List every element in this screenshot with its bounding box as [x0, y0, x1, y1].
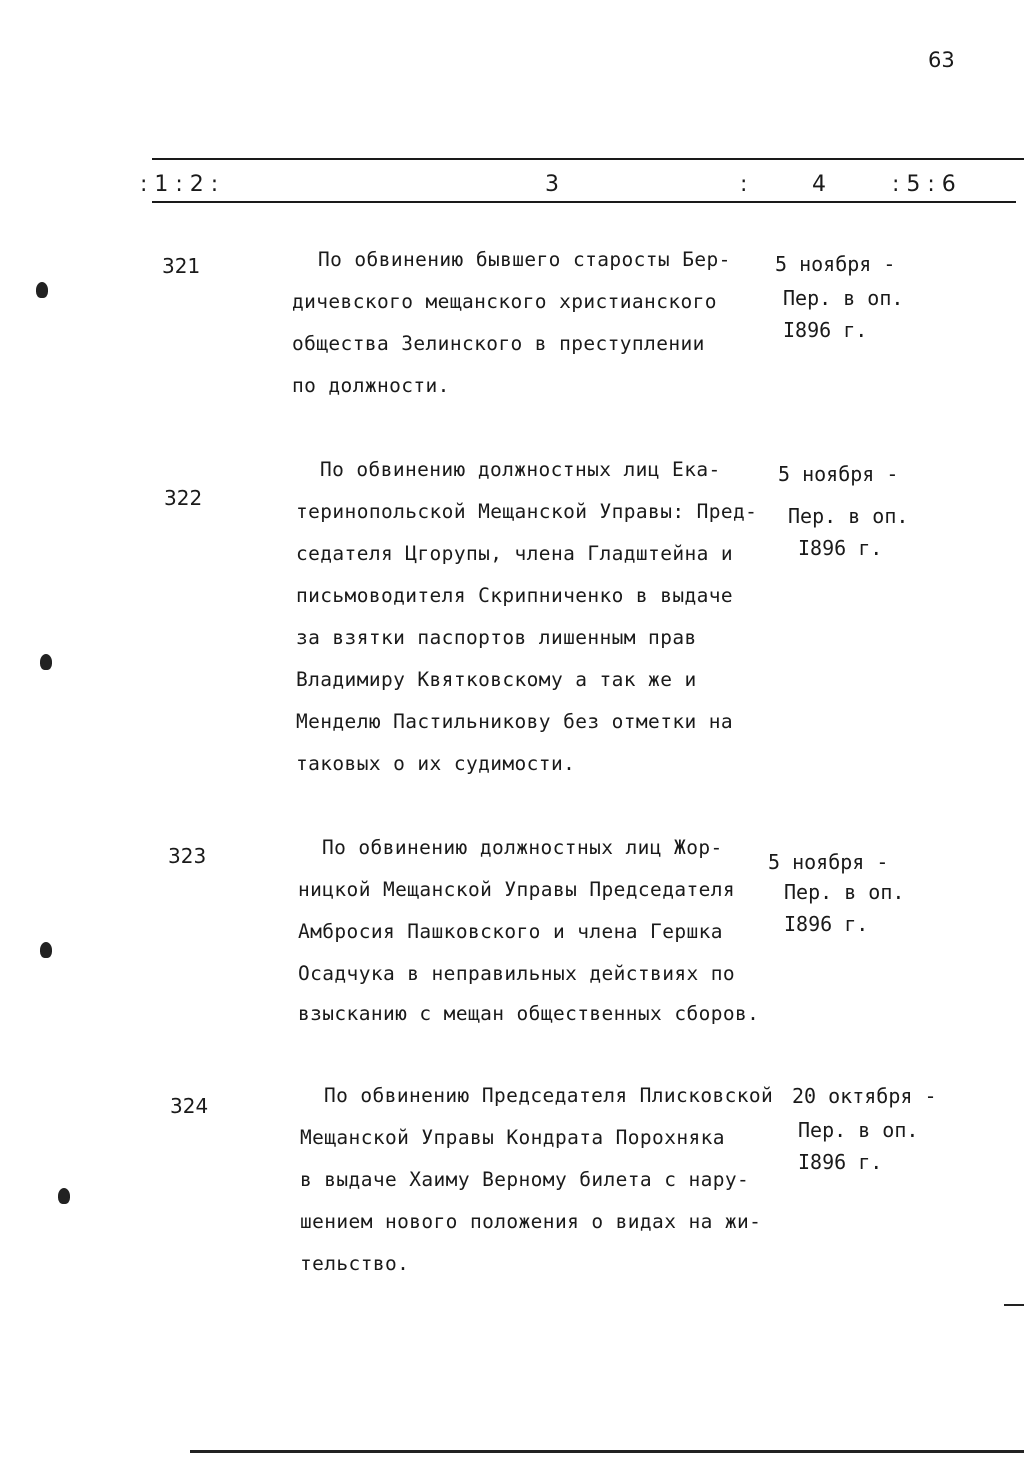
record-text-line: ницкой Мещанской Управы Председателя — [298, 878, 736, 901]
header-sep-4: : — [740, 172, 748, 197]
page-number: 63 — [928, 48, 955, 72]
header-col-1-2: : 1 : 2 : — [140, 172, 219, 197]
record-text-line: за взятки паспортов лишенным прав — [296, 626, 697, 649]
record-text-line: По обвинению Председателя Плисковской — [324, 1084, 774, 1107]
record-date-line: I896 г. — [783, 318, 868, 342]
header-col-5-6: : 5 : 6 — [892, 172, 956, 197]
record-text-line: Амбросия Пашковского и члена Гершка — [298, 920, 723, 943]
binding-hole-mark — [36, 282, 48, 298]
header-rule-top — [152, 158, 1024, 160]
record-date-line: I896 г. — [798, 1150, 883, 1174]
record-date-line: 20 октября - — [792, 1084, 937, 1108]
record-text-line: тельство. — [300, 1252, 410, 1275]
record-number: 322 — [164, 486, 203, 510]
binding-hole-mark — [40, 654, 52, 670]
record-text-line: по должности. — [292, 374, 450, 397]
record-date-line: 5 ноября - — [775, 252, 896, 276]
record-text-line: седателя Цгорупы, члена Гладштейна и — [296, 542, 734, 565]
header-rule-bottom — [152, 201, 1016, 203]
binding-hole-mark — [58, 1188, 70, 1204]
header-col-3: 3 — [545, 172, 559, 197]
record-date-line: 5 ноября - — [768, 850, 889, 874]
record-date-line: 5 ноября - — [778, 462, 899, 486]
page-bottom-edge — [190, 1450, 1024, 1453]
record-text-line: Владимиру Квятковскому а так же и — [296, 668, 697, 691]
record-text-line: в выдаче Хаиму Верному билета с нару- — [300, 1168, 750, 1191]
record-text-line: По обвинению должностных лиц Жор- — [322, 836, 723, 859]
record-text-line: По обвинению бывшего старосты Бер- — [318, 248, 731, 271]
record-text-line: теринопольской Мещанской Управы: Пред- — [296, 500, 758, 523]
record-text-line: Осадчука в неправильных действиях по — [298, 962, 736, 985]
record-text-line: По обвинению должностных лиц Ека- — [320, 458, 721, 481]
record-text-line: дичевского мещанского христианского — [292, 290, 717, 313]
record-text-line: общества Зелинского в преступлении — [292, 332, 705, 355]
record-text-line: письмоводителя Скрипниченко в выдаче — [296, 584, 734, 607]
record-date-line: Пер. в оп. — [798, 1118, 919, 1142]
record-number: 323 — [168, 844, 207, 868]
record-date-line: I896 г. — [784, 912, 869, 936]
record-text-line: Менделю Пастильникову без отметки на — [296, 710, 734, 733]
record-text-line: шением нового положения о видах на жи- — [300, 1210, 762, 1233]
record-date-line: I896 г. — [798, 536, 883, 560]
record-text-line: взысканию с мещан общественных сборов. — [298, 1002, 760, 1025]
record-date-line: Пер. в оп. — [783, 286, 904, 310]
record-date-line: Пер. в оп. — [788, 504, 909, 528]
record-text-line: таковых о их судимости. — [296, 752, 576, 775]
record-date-line: Пер. в оп. — [784, 880, 905, 904]
binding-hole-mark — [40, 942, 52, 958]
record-number: 321 — [162, 254, 201, 278]
record-text-line: Мещанской Управы Кондрата Порохняка — [300, 1126, 725, 1149]
header-col-4: 4 — [812, 172, 826, 197]
record-number: 324 — [170, 1094, 209, 1118]
margin-edge-mark — [1004, 1304, 1024, 1306]
